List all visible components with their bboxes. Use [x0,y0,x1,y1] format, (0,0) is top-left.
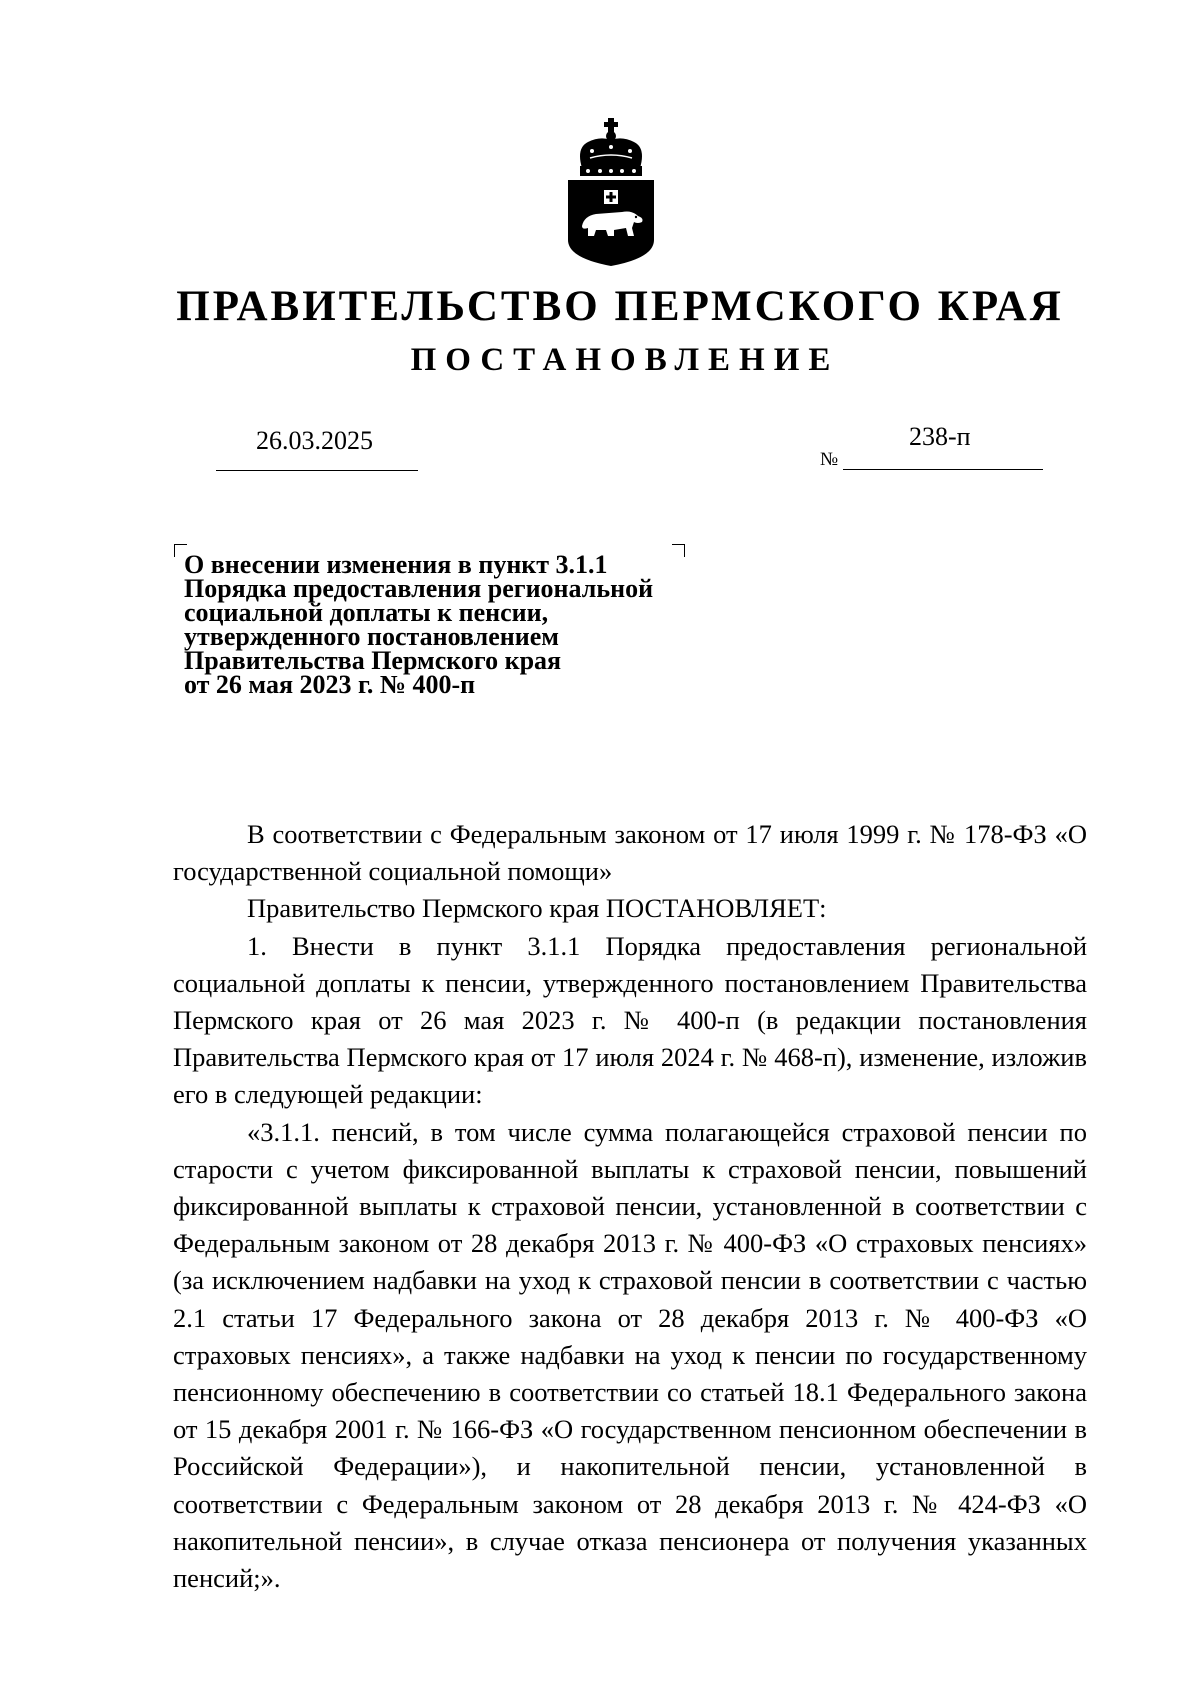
number-sign: № [820,449,839,470]
body-paragraph-resolves: Правительство Пермского края ПОСТАНОВЛЯЕТ: [247,893,827,924]
organization-title: ПРАВИТЕЛЬСТВО ПЕРМСКОГО КРАЯ [176,283,1064,330]
subject-line: от 26 мая 2023 г. № 400-п [184,670,476,699]
body-paragraph-item-1: 1. Внести в пункт 3.1.1 Порядка предоставления региональной социальной доплаты к пенсии, утвержденного постановлением Правительства Пермского края от 26 мая 2023 г. № 400-п (в редакции постановления Правительства Пермского края от 17 июля 2024 г. № 468-п), изменение, изложив его в следующей редакции: [173,930,1087,1110]
document-type-title: ПОСТАНОВЛЕНИЕ [410,342,840,378]
subject-line: О внесении изменения в пункт 3.1.1 [184,550,608,579]
subject-line: социальной доплаты к пенсии, [184,598,549,627]
perm-krai-coat-of-arms-icon [560,118,662,268]
body-paragraph-preamble: В соответствии с Федеральным законом от 17 июля 1999 г. № 178-ФЗ «О государственной социальной помощи» [173,819,1087,887]
number-field [843,422,1043,470]
subject-line: Правительства Пермского края [184,646,562,675]
document-subject [184,550,744,699]
document-date: 26.03.2025 [256,426,373,455]
body-paragraph-new-wording: «3.1.1. пенсий, в том числе сумма полагающейся страховой пенсии по старости с учетом фиксированной выплаты к страховой пенсии, повышений фиксированной выплаты к страховой пенсии, установленной в соответствии с Федеральным законом от 28 декабря 2013 г. № 400-ФЗ «О страховых пенсиях» (за исключением надбавки на уход к страховой пенсии в соответствии с частью 2.1 статьи 17 Федерального закона от 28 декабря 2013 г. № 400-ФЗ «О страховых пенсиях», а также надбавки на уход к пенсии по государственному пенсионному обеспечению в соответствии со статьей 18.1 Федерального закона от 15 декабря 2001 г. № 166-ФЗ «О государственном пенсионном обеспечении в Российской Федерации»), и накопительной пенсии, установленной в соответствии с Федеральным законом от 28 декабря 2013 г. № 424-ФЗ «О накопительной пенсии», в случае отказа пенсионера от получения указанных пенсий;». [173,1116,1087,1594]
document-body [173,816,1087,1597]
date-field [216,426,418,471]
subject-line: Порядка предоставления региональной [184,574,654,603]
subject-line: утвержденного постановлением [184,622,559,651]
document-number: 238-п [909,422,971,451]
